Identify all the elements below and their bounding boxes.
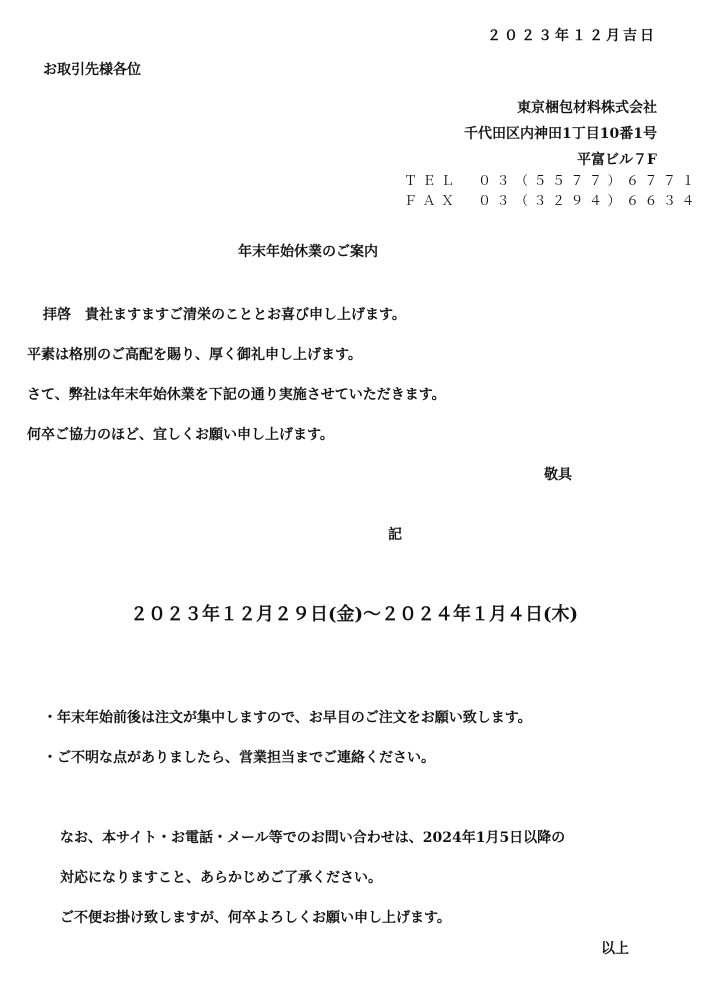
body-line: 平素は格別のご高配を賜り、厚く御礼申し上げます。 bbox=[27, 347, 362, 363]
sender-fax: ＦＡＸ ０３（３２９４）６６３４ bbox=[404, 194, 701, 209]
greeting: 拝啓 貴社ますますご清栄のこととお喜び申し上げます。 bbox=[43, 307, 406, 323]
holiday-period: ２０２３年１２月２９日(金)～２０２４年１月４日(木) bbox=[130, 604, 579, 625]
footer-line: なお、本サイト・お電話・メール等でのお問い合わせは、2024年1月5日以降の bbox=[60, 830, 566, 846]
body-line: 何卒ご協力のほど、宜しくお願い申し上げます。 bbox=[27, 427, 334, 443]
footer-line: ご不便お掛け致しますが、何卒よろしくお願い申し上げます。 bbox=[60, 910, 451, 926]
closing: 敬具 bbox=[544, 467, 572, 483]
bullet-item: ・年末年始前後は注文が集中しますので、お早目のご注文をお願い致します。 bbox=[43, 710, 532, 726]
recipient: お取引先様各位 bbox=[43, 62, 141, 78]
note-heading: 記 bbox=[388, 527, 402, 543]
letter-date: ２０２３年１２月吉日 bbox=[487, 28, 657, 44]
footer-line: 対応になりますこと、あらかじめご了承ください。 bbox=[60, 870, 382, 886]
sender-tel: ＴＥＬ ０３（５５７７）６７７１ bbox=[404, 174, 701, 189]
body-line: さて、弊社は年末年始休業を下記の通り実施させていただきます。 bbox=[27, 387, 446, 403]
document-title: 年末年始休業のご案内 bbox=[238, 244, 378, 260]
bullet-item: ・ご不明な点がありましたら、営業担当までご連絡ください。 bbox=[43, 750, 435, 766]
sender-building: 平富ビル７F bbox=[577, 152, 657, 168]
end-mark: 以上 bbox=[601, 941, 629, 957]
sender-company: 東京梱包材料株式会社 bbox=[517, 100, 657, 116]
sender-address: 千代田区内神田1丁目10番1号 bbox=[464, 126, 657, 142]
